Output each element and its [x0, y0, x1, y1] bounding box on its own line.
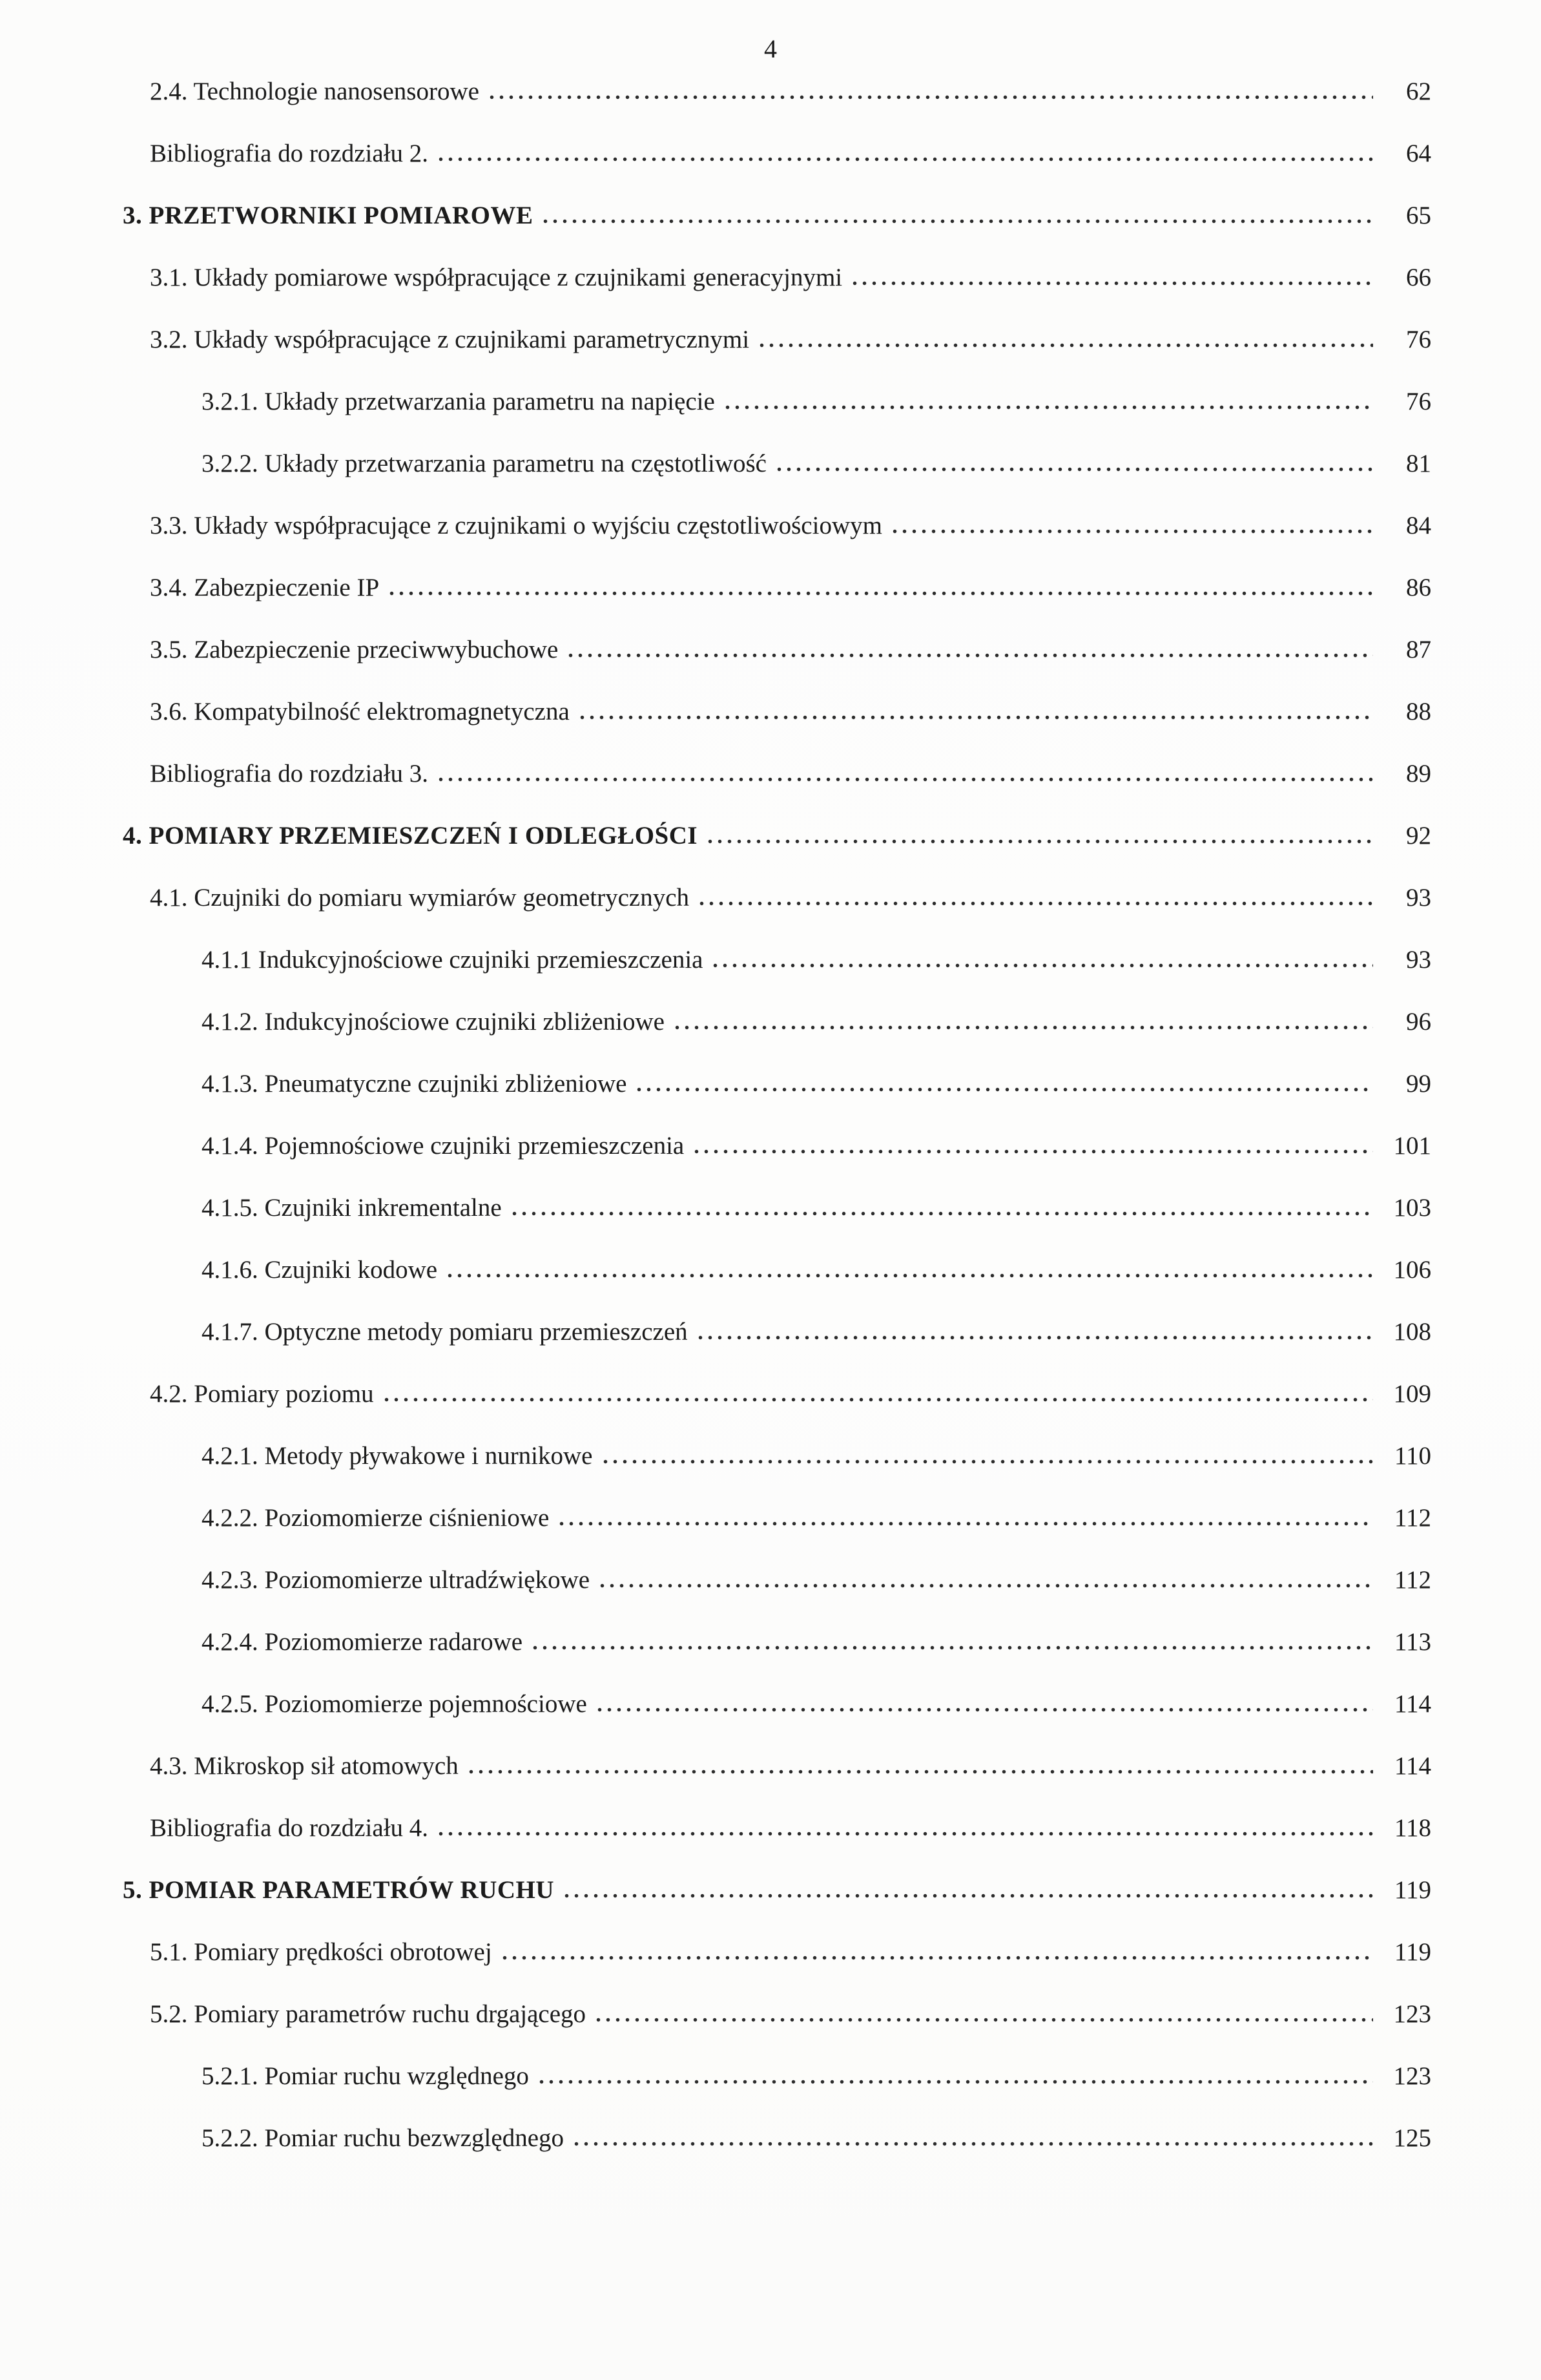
toc-leader-dots: [577, 715, 1373, 720]
toc-entry-label: 4.1.3. Pneumatyczne czujniki zbliżeniowe: [202, 1070, 627, 1098]
toc-entry: [123, 201, 1431, 263]
toc-entry-page: 119: [1394, 1876, 1431, 1904]
toc-entry: [123, 1751, 1431, 1813]
toc-entry-label: 4.1.6. Czujniki kodowe: [202, 1256, 438, 1284]
toc-leader-dots: [436, 157, 1373, 162]
toc-entry-page: 101: [1393, 1132, 1431, 1160]
toc-entry: [123, 1813, 1431, 1875]
toc-entry: [123, 945, 1431, 1007]
toc-entry-page: 65: [1406, 202, 1431, 229]
toc-entry-label: 4.2.5. Poziomomierze pojemnościowe: [202, 1690, 587, 1718]
toc-entry: [123, 1441, 1431, 1503]
toc-entry-page: 113: [1394, 1628, 1431, 1656]
toc-entry-label: 4. POMIARY PRZEMIESZCZEŃ I ODLEGŁOŚCI: [123, 822, 698, 850]
toc-entry-label: 5.2.1. Pomiar ruchu względnego: [202, 2062, 529, 2090]
toc-entry: [123, 697, 1431, 759]
toc-entry: [123, 139, 1431, 201]
toc-entry-label: 3.6. Kompatybilność elektromagnetyczna: [150, 698, 570, 725]
toc-entry: [123, 449, 1431, 511]
toc-entry-page: 106: [1393, 1256, 1431, 1284]
toc-entry-label: 4.1.1 Indukcyjnościowe czujniki przemieszczenia: [202, 946, 703, 974]
toc-leader-dots: [436, 1832, 1373, 1836]
toc-leader-dots: [572, 2142, 1373, 2146]
toc-leader-dots: [387, 591, 1373, 596]
toc-entry-page: 125: [1393, 2124, 1431, 2152]
toc-entry: [123, 1999, 1431, 2062]
toc-leader-dots: [562, 1894, 1373, 1898]
toc-entry-label: 5.2. Pomiary parametrów ruchu drgającego: [150, 2000, 586, 2028]
toc-entry: [123, 263, 1431, 325]
toc-leader-dots: [672, 1025, 1373, 1030]
toc-entry: [123, 511, 1431, 573]
toc-leader-dots: [757, 343, 1373, 348]
toc-entry-label: 3.5. Zabezpieczenie przeciwwybuchowe: [150, 636, 559, 663]
page-number: 4: [764, 34, 777, 63]
toc-leader-dots: [445, 1273, 1373, 1278]
toc-entry: [123, 1689, 1431, 1751]
toc-entry-page: 109: [1393, 1380, 1431, 1408]
toc-entry-page: 119: [1394, 1938, 1431, 1966]
toc-leader-dots: [705, 839, 1373, 844]
toc-entry: [123, 1379, 1431, 1441]
toc-entry-page: 64: [1406, 140, 1431, 167]
toc-entry-page: 62: [1406, 78, 1431, 105]
toc-entry-page: 88: [1406, 698, 1431, 725]
toc-entry-label: 4.2.3. Poziomomierze ultradźwiękowe: [202, 1566, 590, 1594]
toc-leader-dots: [595, 1707, 1373, 1712]
toc-entry: [123, 1193, 1431, 1255]
toc-entry-page: 87: [1406, 636, 1431, 663]
toc-entry: [123, 2124, 1431, 2186]
toc-entry-label: 3. PRZETWORNIKI POMIAROWE: [123, 202, 533, 229]
toc-entry-page: 123: [1393, 2062, 1431, 2090]
toc-entry-page: 99: [1406, 1070, 1431, 1098]
toc-entry-label: 3.2. Układy współpracujące z czujnikami parametrycznymi: [150, 326, 750, 353]
toc-entry-page: 114: [1394, 1690, 1431, 1718]
toc-entry-page: 76: [1406, 388, 1431, 415]
toc-entry: [123, 635, 1431, 697]
toc-entry-page: 108: [1393, 1318, 1431, 1346]
toc-leader-dots: [537, 2080, 1373, 2084]
toc-entry-label: 4.2.2. Poziomomierze ciśnieniowe: [202, 1504, 550, 1532]
toc-entry: [123, 759, 1431, 821]
toc-entry-page: 93: [1406, 884, 1431, 912]
toc-entry-label: 4.1.7. Optyczne metody pomiaru przemieszczeń: [202, 1318, 688, 1346]
toc-entry: [123, 573, 1431, 635]
toc-entry: [123, 1131, 1431, 1193]
toc-leader-dots: [697, 901, 1373, 906]
toc-entry: [123, 325, 1431, 387]
toc-entry: [123, 1565, 1431, 1627]
toc-entry-label: 4.2. Pomiary poziomu: [150, 1380, 374, 1408]
toc-leader-dots: [382, 1397, 1373, 1402]
toc-entry-label: 3.2.1. Układy przetwarzania parametru na napięcie: [202, 388, 715, 415]
toc-leader-dots: [436, 777, 1373, 782]
toc-entry: [123, 1069, 1431, 1131]
toc-entry-page: 112: [1394, 1566, 1431, 1594]
toc-entry-label: Bibliografia do rozdziału 3.: [150, 760, 429, 788]
toc-entry-page: 103: [1393, 1194, 1431, 1222]
toc-leader-dots: [530, 1645, 1373, 1650]
toc-entry: [123, 2062, 1431, 2124]
toc-list: [123, 77, 1431, 2186]
toc-leader-dots: [723, 405, 1373, 410]
toc-entry: [123, 883, 1431, 945]
toc-leader-dots: [566, 653, 1373, 658]
toc-entry-label: 4.2.1. Metody pływakowe i nurnikowe: [202, 1442, 593, 1470]
toc-entry: [123, 1007, 1431, 1069]
toc-leader-dots: [601, 1459, 1374, 1464]
toc-entry-page: 96: [1406, 1008, 1431, 1036]
toc-entry-label: 4.1.5. Czujniki inkrementalne: [202, 1194, 502, 1222]
toc-leader-dots: [557, 1521, 1373, 1526]
toc-leader-dots: [500, 1956, 1373, 1960]
toc-entry-page: 84: [1406, 512, 1431, 539]
toc-entry-label: 4.1.2. Indukcyjnościowe czujniki zbliżeniowe: [202, 1008, 665, 1036]
toc-entry: [123, 1255, 1431, 1317]
toc-entry: [123, 821, 1431, 883]
toc-entry-label: 3.4. Zabezpieczenie IP: [150, 574, 380, 601]
toc-leader-dots: [541, 219, 1373, 224]
toc-leader-dots: [774, 467, 1373, 472]
toc-entry-page: 81: [1406, 450, 1431, 477]
toc-entry-label: 4.3. Mikroskop sił atomowych: [150, 1752, 459, 1780]
toc-entry-page: 112: [1394, 1504, 1431, 1532]
toc-entry-label: 5. POMIAR PARAMETRÓW RUCHU: [123, 1876, 555, 1904]
toc-leader-dots: [597, 1583, 1373, 1588]
toc-entry-label: 4.1. Czujniki do pomiaru wymiarów geometrycznych: [150, 884, 690, 912]
toc-entry-label: 5.2.2. Pomiar ruchu bezwzględnego: [202, 2124, 564, 2152]
toc-entry-label: 5.1. Pomiary prędkości obrotowej: [150, 1938, 492, 1966]
toc-entry-label: Bibliografia do rozdziału 4.: [150, 1814, 429, 1842]
toc-entry-page: 93: [1406, 946, 1431, 974]
toc-leader-dots: [487, 95, 1373, 99]
toc-entry-label: 3.2.2. Układy przetwarzania parametru na częstotliwość: [202, 450, 767, 477]
toc-entry: [123, 1503, 1431, 1565]
toc-entry-label: 2.4. Technologie nanosensorowe: [150, 78, 479, 105]
toc-leader-dots: [696, 1335, 1373, 1340]
toc-entry-page: 86: [1406, 574, 1431, 601]
toc-entry-label: 4.1.4. Pojemnościowe czujniki przemieszczenia: [202, 1132, 685, 1160]
toc-entry-label: 3.1. Układy pomiarowe współpracujące z czujnikami generacyjnymi: [150, 264, 843, 291]
toc-entry-page: 110: [1394, 1442, 1431, 1470]
toc-entry-page: 66: [1406, 264, 1431, 291]
toc-entry-page: 114: [1394, 1752, 1431, 1780]
toc-entry-page: 118: [1394, 1814, 1431, 1842]
toc-leader-dots: [692, 1149, 1373, 1154]
toc-leader-dots: [510, 1211, 1373, 1216]
toc-leader-dots: [850, 281, 1373, 286]
toc-entry: [123, 1875, 1431, 1937]
toc-entry-page: 123: [1393, 2000, 1431, 2028]
toc-leader-dots: [466, 1769, 1373, 1774]
toc-leader-dots: [890, 529, 1373, 534]
toc-entry-page: 76: [1406, 326, 1431, 353]
toc-leader-dots: [634, 1087, 1373, 1092]
toc-entry-label: Bibliografia do rozdziału 2.: [150, 140, 429, 167]
toc-entry-page: 89: [1406, 760, 1431, 788]
toc-entry-page: 92: [1406, 822, 1431, 850]
toc-entry: [123, 1317, 1431, 1379]
toc-entry-label: 3.3. Układy współpracujące z czujnikami o wyjściu częstotliwościowym: [150, 512, 882, 539]
toc-entry-label: 4.2.4. Poziomomierze radarowe: [202, 1628, 523, 1656]
toc-leader-dots: [594, 2018, 1373, 2022]
toc-entry: [123, 1627, 1431, 1689]
toc-entry: [123, 1937, 1431, 1999]
toc-leader-dots: [710, 963, 1373, 968]
toc-entry: [123, 387, 1431, 449]
toc-entry: [123, 77, 1431, 139]
